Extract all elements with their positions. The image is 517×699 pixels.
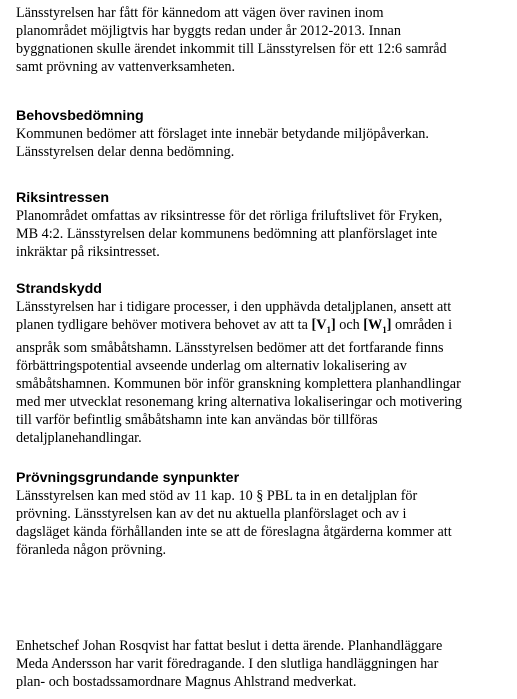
body-line: MB 4:2. Länsstyrelsen delar kommunens bedömning att planförslaget inte	[16, 226, 438, 242]
body-line: Länsstyrelsen kan med stöd av 11 kap. 10 § PBL ta in en detaljplan för	[16, 488, 418, 504]
intro-line: Länsstyrelsen har fått för kännedom att vägen över ravinen inom	[16, 5, 384, 21]
body-line	[16, 316, 462, 339]
text-fragment: och	[335, 317, 364, 333]
closing-line: Enhetschef Johan Rosqvist har fattat beslut i detta ärende. Planhandläggare	[16, 638, 443, 654]
section-heading: Riksintressen	[16, 190, 110, 206]
body-line: med mer utvecklat resonemang kring alternativa lokaliseringar och motivering	[16, 393, 462, 410]
section-provning	[16, 469, 452, 559]
section-body	[16, 298, 462, 447]
zone-code-bracket: ]	[330, 317, 336, 333]
body-line: Planområdet omfattas av riksintresse för det rörliga friluftslivet för Fryken,	[16, 208, 443, 224]
section-heading: Behovsbedömning	[16, 108, 144, 124]
body-line: detaljplanehandlingar.	[16, 429, 142, 446]
body-line: Länsstyrelsen har i tidigare processer, i den upphävda detaljplanen, ansett att	[16, 299, 452, 315]
zone-code-text: [V	[311, 317, 327, 333]
closing-line: plan- och bostadssamordnare Magnus Ahlstrand medverkat.	[16, 674, 357, 690]
section-behovsbedomning	[16, 107, 429, 161]
intro-paragraph	[16, 4, 447, 76]
zone-code-subscript: 1	[326, 324, 331, 335]
body-line: Kommunen bedömer att förslaget inte innebär betydande miljöpåverkan.	[16, 126, 429, 142]
zone-code-subscript: 1	[382, 324, 387, 335]
text-fragment: planen tydligare behöver motivera behovet av att ta	[16, 317, 312, 333]
section-body	[16, 207, 442, 261]
zone-code-w1	[363, 317, 391, 333]
intro-line: samt prövning av vattenverksamheten.	[16, 59, 236, 75]
section-heading: Strandskydd	[16, 281, 102, 297]
intro-line: byggnationen skulle ärendet inkommit till Länsstyrelsen för ett 12:6 samråd	[16, 41, 447, 57]
section-heading: Prövningsgrundande synpunkter	[16, 470, 240, 486]
body-line: småbåtshamnen. Kommunen bör inför granskning komplettera planhandlingar	[16, 375, 461, 392]
zone-code-text: [W	[363, 317, 383, 333]
section-riksintressen	[16, 189, 442, 261]
closing-paragraph	[16, 637, 442, 691]
body-line: förbättringspotential avseende underlag om alternativ lokalisering av	[16, 357, 407, 374]
body-line: inkräktar på riksintresset.	[16, 244, 160, 260]
body-line: anspråk som småbåtshamn. Länsstyrelsen bedömer att det fortfarande finns	[16, 339, 444, 356]
closing-line: Meda Andersson har varit föredragande. I den slutliga handläggningen har	[16, 656, 439, 672]
body-line: prövning. Länsstyrelsen kan av det nu aktuella planförslaget och av i	[16, 506, 407, 522]
body-line: till varför befintlig småbåtshamn inte kan användas bör tillföras	[16, 411, 378, 428]
intro-line: planområdet möjligtvis har byggts redan under år 2012-2013. Innan	[16, 23, 401, 39]
body-line: föranleda någon prövning.	[16, 542, 167, 558]
section-body	[16, 125, 429, 161]
zone-code-v1	[311, 317, 335, 333]
body-line: Länsstyrelsen delar denna bedömning.	[16, 144, 235, 160]
section-body	[16, 487, 452, 559]
section-strandskydd	[16, 280, 462, 447]
zone-code-bracket: ]	[386, 317, 392, 333]
text-fragment: områden i	[391, 317, 453, 333]
body-line: dagsläget kända förhållanden inte se att de föreslagna åtgärderna kommer att	[16, 524, 452, 540]
